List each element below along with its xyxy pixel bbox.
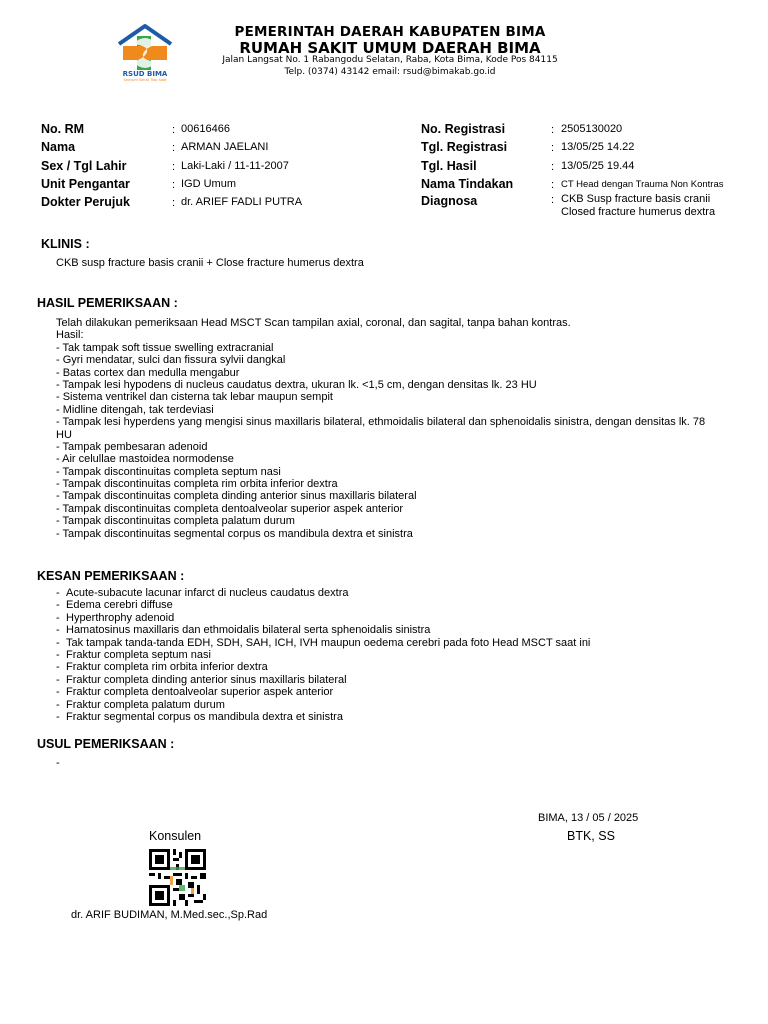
kesan-dash: -: [56, 661, 60, 674]
hasil-line: - Midline ditengah, tak terdeviasi: [56, 403, 214, 416]
value-nama-tindakan: CT Head dengan Trauma Non Kontras: [561, 179, 724, 190]
kesan-dash: -: [56, 648, 60, 661]
klinis-heading: KLINIS :: [41, 237, 90, 251]
label-no-rm: No. RM: [41, 122, 85, 136]
hasil-line: Telah dilakukan pemeriksaan Head MSCT Scan tampilan axial, coronal, dan sagital, tanpa bahan kontras.: [56, 317, 571, 329]
label-tgl-registrasi: Tgl. Registrasi: [421, 140, 508, 154]
konsulen-label: Konsulen: [149, 829, 202, 843]
kesan-dash: -: [56, 624, 60, 637]
colon: :: [551, 179, 555, 191]
hasil-line: - Tampak lesi hyperdens yang mengisi sinus maxillaris bilateral, ethmoidalis bilateral dan sphenoidalis sinistra, dengan densitas lk. 78: [56, 416, 706, 429]
label-nama-tindakan: Nama Tindakan: [421, 177, 514, 191]
header-hospital-name: RUMAH SAKIT UMUM DAERAH BIMA: [239, 39, 541, 57]
kesan-item: Acute-subacute lacunar infarct di nucleus caudatus dextra: [66, 587, 349, 599]
hasil-line: - Tampak discontinuitas segmental corpus os mandibula dextra et sinistra: [56, 527, 413, 540]
colon: :: [172, 197, 176, 209]
hospital-logo: [113, 22, 177, 84]
kesan-dash: -: [56, 587, 60, 599]
value-unit-pengantar: IGD Umum: [181, 178, 236, 190]
usul-text: -: [56, 757, 60, 769]
kesan-heading: KESAN PEMERIKSAAN :: [37, 569, 185, 583]
usul-heading: USUL PEMERIKSAAN :: [37, 737, 175, 751]
kesan-item: Fraktur completa dentoalveolar superior aspek anterior: [66, 686, 334, 699]
label-sex-tgl-lahir: Sex / Tgl Lahir: [41, 159, 127, 173]
hasil-line: - Tampak discontinuitas completa dinding anterior sinus maxillaris bilateral: [56, 490, 417, 503]
value-nama: ARMAN JAELANI: [181, 141, 269, 153]
qr-code-icon: [149, 849, 206, 906]
kesan-item: Fraktur completa dinding anterior sinus maxillaris bilateral: [66, 673, 347, 686]
hasil-line: - Tampak discontinuitas completa palatum durum: [56, 515, 295, 528]
kesan-item: Fraktur completa septum nasi: [66, 648, 211, 661]
colon: :: [172, 124, 176, 136]
kesan-dash-column: [56, 587, 60, 723]
logo-text: RSUD BIMA: [122, 70, 168, 78]
colon: :: [551, 124, 555, 136]
hasil-line: Hasil:: [56, 329, 84, 342]
hasil-line: - Tampak lesi hypodens di nucleus caudatus dextra, ukuran lk. <1,5 cm, dengan densitas lk. 23 HU: [56, 378, 537, 391]
hasil-line: HU: [56, 428, 72, 441]
colon: :: [172, 142, 176, 154]
label-unit-pengantar: Unit Pengantar: [41, 177, 130, 191]
value-diagnosa-line2: Closed fracture humerus dextra: [561, 206, 716, 218]
value-no-registrasi: 2505130020: [561, 123, 623, 135]
header-address: Jalan Langsat No. 1 Rabangodu Selatan, Raba, Kota Bima, Kode Pos 84115: [222, 55, 558, 65]
place-date: BIMA, 13 / 05 / 2025: [538, 812, 639, 824]
kesan-item: Edema cerebri diffuse: [66, 599, 173, 612]
colon: :: [551, 142, 555, 154]
colon: :: [172, 179, 176, 191]
kesan-item: Tak tampak tanda-tanda EDH, SDH, SAH, ICH, IVH maupun oedema cerebri pada foto Head MSCT saat ini: [66, 636, 591, 649]
colon: :: [551, 194, 555, 206]
label-dokter-perujuk: Dokter Perujuk: [41, 195, 130, 209]
label-no-registrasi: No. Registrasi: [421, 122, 506, 136]
hasil-line: - Tak tampak soft tissue swelling extracranial: [56, 341, 274, 354]
label-nama: Nama: [41, 140, 76, 154]
value-tgl-registrasi: 13/05/25 14.22: [561, 141, 635, 153]
header-contact: Telp. (0374) 43142 email: rsud@bimakab.go.id: [284, 67, 496, 77]
hasil-line: - Tampak discontinuitas completa rim orbita inferior dextra: [56, 478, 338, 491]
hasil-line: - Sistema ventrikel dan cisterna tak lebar maupun sempit: [56, 391, 333, 404]
hasil-list: [56, 317, 705, 540]
logo-tagline: Senyum Sehat Tiap Saat: [123, 78, 167, 82]
kesan-dash: -: [56, 611, 60, 624]
kesan-dash: -: [56, 698, 60, 711]
hasil-line: - Tampak discontinuitas completa dentoalveolar superior aspek anterior: [56, 502, 404, 515]
kesan-item: Hyperthrophy adenoid: [66, 611, 175, 624]
radiographer-title: BTK, SS: [567, 829, 615, 843]
hasil-heading: HASIL PEMERIKSAAN :: [37, 296, 178, 310]
consultant-name: dr. ARIF BUDIMAN, M.Med.sec.,Sp.Rad: [71, 909, 268, 921]
kesan-dash: -: [56, 636, 60, 649]
kesan-item: Fraktur completa palatum durum: [66, 698, 225, 711]
kesan-item: Fraktur segmental corpus os mandibula dextra et sinistra: [66, 710, 343, 723]
hasil-line: - Gyri mendatar, sulci dan fissura sylvii dangkal: [56, 354, 286, 367]
kesan-dash: -: [56, 673, 60, 686]
value-tgl-hasil: 13/05/25 19.44: [561, 160, 635, 172]
hasil-line: - Tampak pembesaran adenoid: [56, 440, 208, 453]
kesan-item: Fraktur completa rim orbita inferior dextra: [66, 661, 268, 674]
value-no-rm: 00616466: [181, 123, 230, 135]
kesan-dash: -: [56, 710, 60, 723]
header-government: PEMERINTAH DAERAH KABUPATEN BIMA: [234, 24, 546, 40]
hasil-line: - Air celullae mastoidea normodense: [56, 453, 234, 466]
colon: :: [172, 161, 176, 173]
kesan-list: [66, 587, 590, 723]
hasil-line: - Batas cortex dan medulla mengabur: [56, 366, 240, 379]
value-sex-tgl-lahir: Laki-Laki / 11-11-2007: [181, 160, 289, 172]
kesan-item: Hamatosinus maxillaris dan ethmoidalis bilateral serta sphenoidalis sinistra: [66, 624, 431, 637]
hasil-line: - Tampak discontinuitas completa septum nasi: [56, 465, 281, 478]
value-dokter-perujuk: dr. ARIEF FADLI PUTRA: [181, 196, 303, 208]
value-diagnosa: CKB Susp fracture basis cranii: [561, 193, 711, 205]
label-diagnosa: Diagnosa: [421, 194, 478, 208]
kesan-dash: -: [56, 599, 60, 612]
klinis-text: CKB susp fracture basis cranii + Close fracture humerus dextra: [56, 257, 364, 269]
kesan-dash: -: [56, 686, 60, 699]
colon: :: [551, 161, 555, 173]
label-tgl-hasil: Tgl. Hasil: [421, 159, 477, 173]
